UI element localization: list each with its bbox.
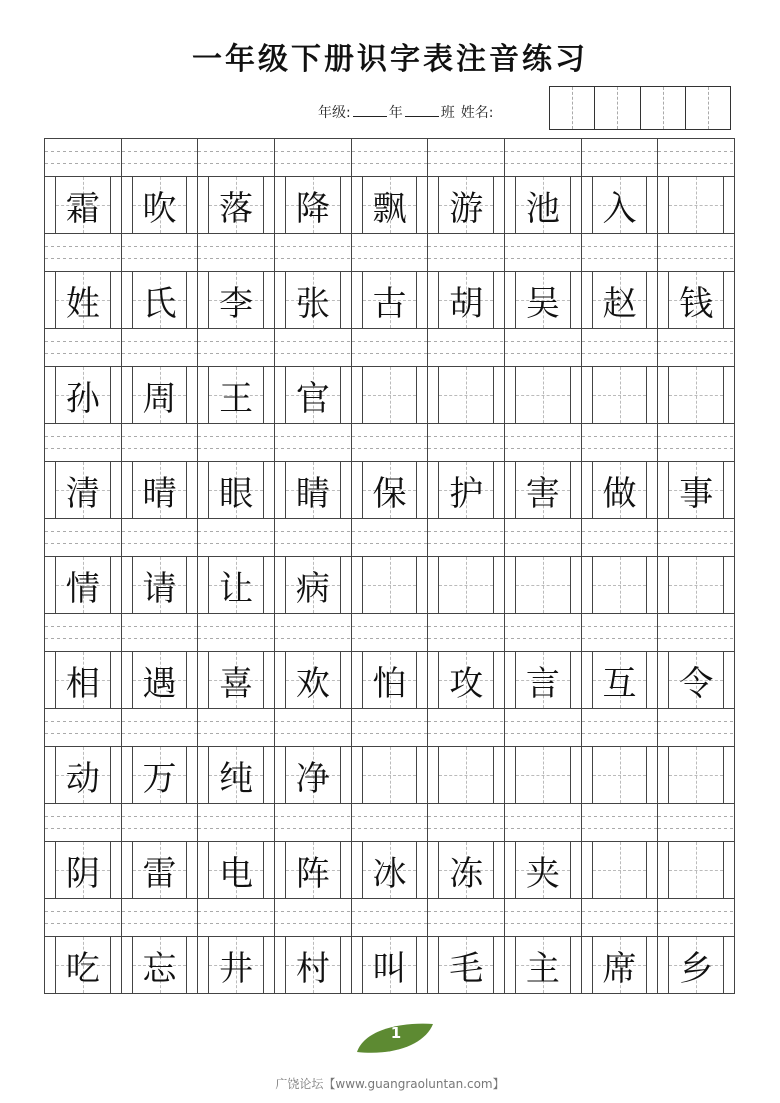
hanzi-character: 张 bbox=[295, 283, 330, 324]
name-cell[interactable] bbox=[595, 87, 640, 129]
hanzi-cell[interactable] bbox=[352, 652, 429, 708]
hanzi-cell[interactable] bbox=[505, 937, 582, 993]
pinyin-cell[interactable] bbox=[122, 423, 199, 461]
pinyin-cell[interactable] bbox=[505, 613, 582, 651]
hanzi-character: 令 bbox=[679, 663, 714, 704]
hanzi-cell[interactable] bbox=[505, 272, 582, 328]
pinyin-cell[interactable] bbox=[352, 138, 429, 176]
pinyin-cell[interactable] bbox=[45, 423, 122, 461]
pinyin-row bbox=[45, 518, 735, 556]
pinyin-cell[interactable] bbox=[505, 138, 582, 176]
hanzi-cell[interactable] bbox=[45, 937, 122, 993]
hanzi-character: 晴 bbox=[142, 473, 177, 514]
hanzi-row bbox=[45, 271, 735, 328]
hanzi-cell[interactable] bbox=[658, 177, 735, 233]
tian-grid-guide bbox=[362, 557, 418, 613]
pinyin-cell[interactable] bbox=[45, 328, 122, 366]
page-number: 1 bbox=[390, 1024, 402, 1042]
hanzi-cell[interactable] bbox=[658, 937, 735, 993]
pinyin-cell[interactable] bbox=[658, 898, 735, 936]
tian-grid-guide bbox=[668, 842, 724, 898]
pinyin-cell[interactable] bbox=[658, 328, 735, 366]
practice-row bbox=[45, 613, 735, 708]
hanzi-cell[interactable] bbox=[658, 367, 735, 423]
hanzi-character: 古 bbox=[372, 283, 407, 324]
hanzi-cell[interactable] bbox=[428, 557, 505, 613]
pinyin-cell[interactable] bbox=[352, 898, 429, 936]
hanzi-cell[interactable] bbox=[582, 652, 659, 708]
tian-grid-guide bbox=[438, 557, 494, 613]
hanzi-character: 怕 bbox=[372, 663, 407, 704]
pinyin-cell[interactable] bbox=[582, 233, 659, 271]
hanzi-cell[interactable] bbox=[198, 557, 275, 613]
hanzi-cell[interactable] bbox=[582, 177, 659, 233]
footer-text: 广饶论坛【www.guangraoluntan.com】 bbox=[275, 1077, 505, 1091]
tian-grid-guide bbox=[438, 747, 494, 803]
pinyin-cell[interactable] bbox=[428, 518, 505, 556]
hanzi-character: 纯 bbox=[219, 758, 254, 799]
hanzi-character: 主 bbox=[525, 948, 560, 989]
hanzi-cell[interactable] bbox=[198, 272, 275, 328]
hanzi-character: 遇 bbox=[142, 663, 177, 704]
hanzi-cell[interactable] bbox=[505, 842, 582, 898]
pinyin-cell[interactable] bbox=[275, 898, 352, 936]
hanzi-cell[interactable] bbox=[428, 367, 505, 423]
hanzi-character: 喜 bbox=[219, 663, 254, 704]
hanzi-cell[interactable] bbox=[658, 652, 735, 708]
hanzi-cell[interactable] bbox=[582, 937, 659, 993]
pinyin-cell[interactable] bbox=[352, 708, 429, 746]
pinyin-cell[interactable] bbox=[505, 328, 582, 366]
hanzi-row bbox=[45, 461, 735, 518]
pinyin-cell[interactable] bbox=[428, 708, 505, 746]
hanzi-character: 眼 bbox=[219, 473, 254, 514]
hanzi-cell[interactable] bbox=[198, 177, 275, 233]
pinyin-cell[interactable] bbox=[658, 708, 735, 746]
hanzi-cell[interactable] bbox=[45, 367, 122, 423]
hanzi-cell[interactable] bbox=[45, 842, 122, 898]
hanzi-cell[interactable] bbox=[582, 462, 659, 518]
hanzi-character: 吹 bbox=[142, 188, 177, 229]
hanzi-character: 攻 bbox=[449, 663, 484, 704]
hanzi-cell[interactable] bbox=[352, 557, 429, 613]
hanzi-cell[interactable] bbox=[505, 747, 582, 803]
hanzi-character: 官 bbox=[295, 378, 330, 419]
pinyin-cell[interactable] bbox=[658, 423, 735, 461]
hanzi-cell[interactable] bbox=[198, 747, 275, 803]
hanzi-character: 做 bbox=[602, 473, 637, 514]
hanzi-character: 阴 bbox=[65, 853, 100, 894]
pinyin-cell[interactable] bbox=[275, 803, 352, 841]
hanzi-cell[interactable] bbox=[352, 747, 429, 803]
pinyin-cell[interactable] bbox=[122, 898, 199, 936]
hanzi-cell[interactable] bbox=[275, 557, 352, 613]
pinyin-cell[interactable] bbox=[658, 233, 735, 271]
tian-grid-guide bbox=[515, 557, 571, 613]
hanzi-character: 雷 bbox=[142, 853, 177, 894]
name-write-box[interactable] bbox=[549, 86, 731, 130]
pinyin-cell[interactable] bbox=[658, 803, 735, 841]
pinyin-cell[interactable] bbox=[352, 613, 429, 651]
pinyin-row bbox=[45, 803, 735, 841]
hanzi-character: 钱 bbox=[679, 283, 714, 324]
hanzi-character: 李 bbox=[219, 283, 254, 324]
hanzi-character: 姓 bbox=[65, 283, 100, 324]
pinyin-cell[interactable] bbox=[428, 328, 505, 366]
class-label: 班 bbox=[440, 105, 455, 121]
tian-grid-guide bbox=[592, 842, 648, 898]
pinyin-cell[interactable] bbox=[45, 518, 122, 556]
hanzi-character: 让 bbox=[219, 568, 254, 609]
hanzi-cell[interactable] bbox=[352, 842, 429, 898]
hanzi-cell[interactable] bbox=[352, 177, 429, 233]
pinyin-cell[interactable] bbox=[122, 708, 199, 746]
hanzi-cell[interactable] bbox=[658, 557, 735, 613]
pinyin-cell[interactable] bbox=[582, 518, 659, 556]
hanzi-cell[interactable] bbox=[352, 462, 429, 518]
pinyin-cell[interactable] bbox=[582, 708, 659, 746]
hanzi-cell[interactable] bbox=[122, 652, 199, 708]
pinyin-cell[interactable] bbox=[658, 613, 735, 651]
pinyin-cell[interactable] bbox=[122, 233, 199, 271]
hanzi-cell[interactable] bbox=[275, 367, 352, 423]
hanzi-cell[interactable] bbox=[428, 272, 505, 328]
hanzi-character: 毛 bbox=[449, 948, 484, 989]
pinyin-cell[interactable] bbox=[198, 328, 275, 366]
name-cell[interactable] bbox=[686, 87, 730, 129]
hanzi-cell[interactable] bbox=[275, 842, 352, 898]
hanzi-character: 情 bbox=[65, 568, 100, 609]
hanzi-cell[interactable] bbox=[658, 842, 735, 898]
hanzi-character: 欢 bbox=[295, 663, 330, 704]
tian-grid-guide bbox=[592, 367, 648, 423]
pinyin-cell[interactable] bbox=[352, 803, 429, 841]
hanzi-cell[interactable] bbox=[352, 272, 429, 328]
hanzi-character: 互 bbox=[602, 663, 637, 704]
hanzi-cell[interactable] bbox=[428, 937, 505, 993]
tian-grid-guide bbox=[362, 367, 418, 423]
hanzi-cell[interactable] bbox=[275, 462, 352, 518]
hanzi-character: 叫 bbox=[372, 948, 407, 989]
name-label: 姓名: bbox=[460, 105, 494, 121]
pinyin-cell[interactable] bbox=[198, 613, 275, 651]
hanzi-character: 吃 bbox=[65, 948, 100, 989]
hanzi-cell[interactable] bbox=[275, 272, 352, 328]
pinyin-row bbox=[45, 233, 735, 271]
hanzi-cell[interactable] bbox=[582, 272, 659, 328]
pinyin-row bbox=[45, 423, 735, 461]
tian-grid-guide bbox=[592, 557, 648, 613]
pinyin-cell[interactable] bbox=[122, 518, 199, 556]
tian-grid-guide bbox=[515, 747, 571, 803]
hanzi-character: 相 bbox=[65, 663, 100, 704]
hanzi-cell[interactable] bbox=[582, 747, 659, 803]
hanzi-character: 夹 bbox=[525, 853, 560, 894]
grade-blank[interactable] bbox=[353, 102, 387, 117]
hanzi-cell[interactable] bbox=[658, 272, 735, 328]
hanzi-cell[interactable] bbox=[505, 177, 582, 233]
hanzi-character: 万 bbox=[142, 758, 177, 799]
tian-grid-guide bbox=[515, 367, 571, 423]
practice-row bbox=[45, 138, 735, 233]
hanzi-character: 动 bbox=[65, 758, 100, 799]
hanzi-cell[interactable] bbox=[198, 652, 275, 708]
student-info bbox=[318, 102, 493, 122]
hanzi-cell[interactable] bbox=[428, 842, 505, 898]
hanzi-character: 氏 bbox=[142, 283, 177, 324]
pinyin-cell[interactable] bbox=[45, 708, 122, 746]
hanzi-cell[interactable] bbox=[428, 462, 505, 518]
hanzi-character: 赵 bbox=[602, 283, 637, 324]
hanzi-character: 事 bbox=[679, 473, 714, 514]
pinyin-cell[interactable] bbox=[505, 233, 582, 271]
pinyin-cell[interactable] bbox=[122, 328, 199, 366]
hanzi-cell[interactable] bbox=[122, 462, 199, 518]
hanzi-cell[interactable] bbox=[198, 937, 275, 993]
hanzi-cell[interactable] bbox=[198, 367, 275, 423]
page-title: 一年级下册识字表注音练习 bbox=[192, 42, 588, 77]
name-cell[interactable] bbox=[641, 87, 686, 129]
pinyin-cell[interactable] bbox=[122, 138, 199, 176]
hanzi-row bbox=[45, 651, 735, 708]
hanzi-cell[interactable] bbox=[658, 747, 735, 803]
pinyin-cell[interactable] bbox=[198, 138, 275, 176]
tian-grid-guide bbox=[668, 557, 724, 613]
practice-row bbox=[45, 708, 735, 803]
pinyin-cell[interactable] bbox=[45, 613, 122, 651]
hanzi-character: 乡 bbox=[679, 948, 714, 989]
practice-grid bbox=[44, 138, 735, 994]
pinyin-cell[interactable] bbox=[505, 423, 582, 461]
hanzi-character: 冻 bbox=[449, 853, 484, 894]
pinyin-cell[interactable] bbox=[352, 233, 429, 271]
hanzi-character: 游 bbox=[449, 188, 484, 229]
pinyin-cell[interactable] bbox=[582, 803, 659, 841]
pinyin-cell[interactable] bbox=[582, 613, 659, 651]
hanzi-cell[interactable] bbox=[45, 747, 122, 803]
pinyin-row bbox=[45, 138, 735, 176]
pinyin-cell[interactable] bbox=[45, 138, 122, 176]
pinyin-cell[interactable] bbox=[505, 708, 582, 746]
hanzi-character: 孙 bbox=[65, 378, 100, 419]
hanzi-cell[interactable] bbox=[198, 842, 275, 898]
hanzi-character: 睛 bbox=[295, 473, 330, 514]
pinyin-cell[interactable] bbox=[198, 423, 275, 461]
hanzi-cell[interactable] bbox=[45, 177, 122, 233]
practice-row bbox=[45, 328, 735, 423]
tian-grid-guide bbox=[668, 177, 724, 233]
hanzi-cell[interactable] bbox=[505, 652, 582, 708]
pinyin-cell[interactable] bbox=[275, 518, 352, 556]
hanzi-character: 村 bbox=[295, 948, 330, 989]
pinyin-row bbox=[45, 708, 735, 746]
practice-row bbox=[45, 898, 735, 993]
pinyin-cell[interactable] bbox=[505, 518, 582, 556]
pinyin-row bbox=[45, 328, 735, 366]
hanzi-cell[interactable] bbox=[275, 652, 352, 708]
hanzi-character: 飘 bbox=[372, 188, 407, 229]
hanzi-character: 降 bbox=[295, 188, 330, 229]
hanzi-cell[interactable] bbox=[122, 842, 199, 898]
pinyin-cell[interactable] bbox=[658, 138, 735, 176]
tian-grid-guide bbox=[592, 747, 648, 803]
tian-grid-guide bbox=[438, 367, 494, 423]
hanzi-cell[interactable] bbox=[198, 462, 275, 518]
pinyin-cell[interactable] bbox=[275, 708, 352, 746]
pinyin-cell[interactable] bbox=[428, 803, 505, 841]
hanzi-character: 阵 bbox=[295, 853, 330, 894]
pinyin-cell[interactable] bbox=[122, 613, 199, 651]
hanzi-character: 席 bbox=[602, 948, 637, 989]
hanzi-row bbox=[45, 176, 735, 233]
hanzi-cell[interactable] bbox=[122, 177, 199, 233]
hanzi-character: 周 bbox=[142, 378, 177, 419]
hanzi-cell[interactable] bbox=[428, 652, 505, 708]
pinyin-row bbox=[45, 613, 735, 651]
pinyin-cell[interactable] bbox=[428, 423, 505, 461]
hanzi-character: 忘 bbox=[142, 948, 177, 989]
hanzi-row bbox=[45, 936, 735, 993]
hanzi-cell[interactable] bbox=[658, 462, 735, 518]
hanzi-cell[interactable] bbox=[275, 177, 352, 233]
hanzi-character: 入 bbox=[602, 188, 637, 229]
pinyin-cell[interactable] bbox=[582, 138, 659, 176]
pinyin-cell[interactable] bbox=[505, 898, 582, 936]
pinyin-cell[interactable] bbox=[198, 518, 275, 556]
pinyin-cell[interactable] bbox=[275, 423, 352, 461]
hanzi-cell[interactable] bbox=[582, 842, 659, 898]
hanzi-character: 保 bbox=[372, 473, 407, 514]
hanzi-row bbox=[45, 556, 735, 613]
grade-label: 年级: bbox=[318, 105, 351, 121]
hanzi-cell[interactable] bbox=[45, 652, 122, 708]
pinyin-cell[interactable] bbox=[198, 708, 275, 746]
hanzi-cell[interactable] bbox=[122, 367, 199, 423]
hanzi-cell[interactable] bbox=[275, 747, 352, 803]
hanzi-character: 请 bbox=[142, 568, 177, 609]
hanzi-cell[interactable] bbox=[122, 937, 199, 993]
pinyin-row bbox=[45, 898, 735, 936]
hanzi-cell[interactable] bbox=[45, 557, 122, 613]
hanzi-cell[interactable] bbox=[582, 367, 659, 423]
hanzi-character: 病 bbox=[295, 568, 330, 609]
pinyin-cell[interactable] bbox=[198, 233, 275, 271]
hanzi-row bbox=[45, 746, 735, 803]
hanzi-character: 落 bbox=[219, 188, 254, 229]
class-blank[interactable] bbox=[405, 102, 439, 117]
hanzi-cell[interactable] bbox=[45, 272, 122, 328]
practice-row bbox=[45, 233, 735, 328]
pinyin-cell[interactable] bbox=[352, 518, 429, 556]
hanzi-character: 言 bbox=[525, 663, 560, 704]
pinyin-cell[interactable] bbox=[428, 613, 505, 651]
pinyin-cell[interactable] bbox=[45, 898, 122, 936]
pinyin-cell[interactable] bbox=[428, 898, 505, 936]
year-label: 年 bbox=[388, 105, 403, 121]
pinyin-cell[interactable] bbox=[582, 328, 659, 366]
practice-row bbox=[45, 518, 735, 613]
hanzi-character: 电 bbox=[219, 853, 254, 894]
hanzi-cell[interactable] bbox=[505, 462, 582, 518]
hanzi-cell[interactable] bbox=[428, 747, 505, 803]
pinyin-cell[interactable] bbox=[352, 423, 429, 461]
pinyin-cell[interactable] bbox=[428, 233, 505, 271]
hanzi-character: 护 bbox=[449, 473, 484, 514]
practice-row bbox=[45, 423, 735, 518]
hanzi-character: 害 bbox=[525, 473, 560, 514]
hanzi-cell[interactable] bbox=[428, 177, 505, 233]
hanzi-cell[interactable] bbox=[122, 272, 199, 328]
hanzi-cell[interactable] bbox=[505, 557, 582, 613]
hanzi-character: 池 bbox=[525, 188, 560, 229]
hanzi-cell[interactable] bbox=[45, 462, 122, 518]
tian-grid-guide bbox=[668, 367, 724, 423]
hanzi-character: 净 bbox=[295, 758, 330, 799]
hanzi-row bbox=[45, 366, 735, 423]
hanzi-cell[interactable] bbox=[122, 557, 199, 613]
pinyin-cell[interactable] bbox=[658, 518, 735, 556]
hanzi-cell[interactable] bbox=[582, 557, 659, 613]
hanzi-character: 井 bbox=[219, 948, 254, 989]
hanzi-cell[interactable] bbox=[352, 937, 429, 993]
pinyin-cell[interactable] bbox=[275, 138, 352, 176]
hanzi-row bbox=[45, 841, 735, 898]
tian-grid-guide bbox=[362, 747, 418, 803]
pinyin-cell[interactable] bbox=[582, 423, 659, 461]
pinyin-cell[interactable] bbox=[45, 233, 122, 271]
hanzi-cell[interactable] bbox=[275, 937, 352, 993]
practice-row bbox=[45, 803, 735, 898]
hanzi-character: 霜 bbox=[65, 188, 100, 229]
pinyin-cell[interactable] bbox=[582, 898, 659, 936]
pinyin-cell[interactable] bbox=[505, 803, 582, 841]
tian-grid-guide bbox=[668, 747, 724, 803]
hanzi-character: 吴 bbox=[525, 283, 560, 324]
hanzi-character: 冰 bbox=[372, 853, 407, 894]
hanzi-character: 清 bbox=[65, 473, 100, 514]
hanzi-character: 胡 bbox=[449, 283, 484, 324]
pinyin-cell[interactable] bbox=[122, 803, 199, 841]
name-cell[interactable] bbox=[550, 87, 595, 129]
pinyin-cell[interactable] bbox=[352, 328, 429, 366]
pinyin-cell[interactable] bbox=[45, 803, 122, 841]
pinyin-cell[interactable] bbox=[275, 613, 352, 651]
pinyin-cell[interactable] bbox=[275, 328, 352, 366]
hanzi-cell[interactable] bbox=[122, 747, 199, 803]
pinyin-cell[interactable] bbox=[198, 803, 275, 841]
pinyin-cell[interactable] bbox=[275, 233, 352, 271]
hanzi-cell[interactable] bbox=[352, 367, 429, 423]
hanzi-character: 王 bbox=[219, 378, 254, 419]
hanzi-cell[interactable] bbox=[505, 367, 582, 423]
pinyin-cell[interactable] bbox=[198, 898, 275, 936]
pinyin-cell[interactable] bbox=[428, 138, 505, 176]
